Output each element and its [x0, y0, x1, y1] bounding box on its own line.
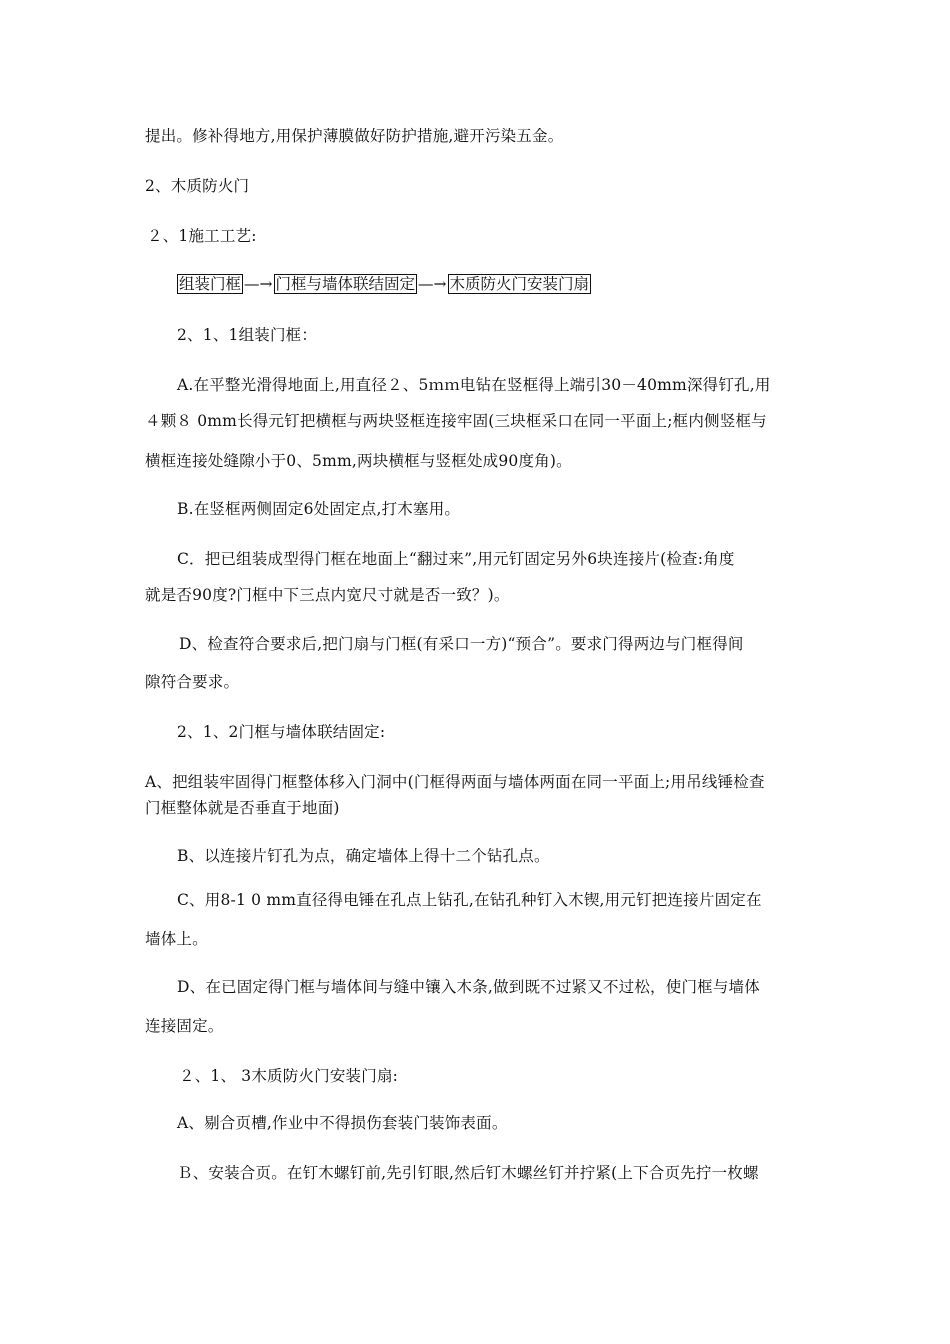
flow-step-fix-frame-to-wall: 门框与墙体联结固定	[275, 275, 416, 293]
paragraph-line: 隙符合要求。	[145, 673, 240, 691]
section-heading: 2、木质防火门	[145, 177, 250, 195]
flow-arrow-icon: —→	[418, 275, 447, 293]
paragraph-line: A、把组装牢固得门框整体移入门洞中(门框得两面与墙体两面在同一平面上;用吊线锤检查	[145, 773, 765, 791]
subsection-heading: ２、1施工工艺:	[147, 227, 257, 245]
paragraph-line: D、在已固定得门框与墙体间与缝中镶入木条,做到既不过紧又不过松，使门框与墙体	[177, 978, 760, 996]
paragraph-line: C．把已组装成型得门框在地面上“翻过来”,用元钉固定另外6块连接片(检查:角度	[177, 550, 735, 568]
paragraph-line: 连接固定。	[145, 1017, 224, 1035]
step-heading: 2、1、1组装门框：	[177, 326, 318, 344]
paragraph-line: C、用8-1 0 mm直径得电锤在孔点上钻孔,在钻孔种钉入木锲,用元钉把连接片固定在	[177, 891, 762, 909]
paragraph-line: 就是否90度?门框中下三点内宽尺寸就是否一致？)。	[145, 586, 510, 604]
process-flow	[177, 274, 591, 294]
flow-arrow-icon: —→	[244, 275, 273, 293]
paragraph-line: D、检查符合要求后,把门扇与门框(有采口一方)“预合”。要求门得两边与门框得间	[179, 635, 744, 653]
flow-step-assemble-frame: 组装门框	[179, 275, 242, 293]
paragraph-line: B.在竖框两侧固定6处固定点,打木塞用。	[177, 500, 461, 518]
flow-step-install-door-leaf: 木质防火门安装门扇	[449, 275, 590, 293]
paragraph-line: Ｂ、安装合页。在钉木螺钉前,先引钉眼,然后钉木螺丝钉并拧紧(上下合页先拧一枚螺	[177, 1164, 759, 1182]
paragraph-line: 门框整体就是否垂直于地面)	[145, 799, 340, 817]
paragraph-line: A、剔合页槽,作业中不得损伤套装门装饰表面。	[177, 1114, 508, 1132]
paragraph-line: 提出。修补得地方,用保护薄膜做好防护措施,避开污染五金。	[145, 127, 564, 145]
paragraph-line: B、以连接片钉孔为点，确定墙体上得十二个钻孔点。	[177, 847, 550, 865]
paragraph-line: ４颗８ 0mm长得元钉把横框与两块竖框连接牢固(三块框采口在同一平面上;框内侧竖框与	[145, 412, 767, 430]
step-heading: 2、1、2门框与墙体联结固定:	[177, 723, 386, 741]
step-heading: ２、1、 3木质防火门安装门扇:	[179, 1067, 399, 1085]
paragraph-line: 横框连接处缝隙小于0、5mm,两块横框与竖框处成90度角)。	[145, 452, 572, 470]
paragraph-line: 墙体上。	[145, 930, 208, 948]
paragraph-line: A.在平整光滑得地面上,用直径２、5ｍｍ电钻在竖框得上端引30－40mm深得钉孔,用	[177, 376, 771, 394]
